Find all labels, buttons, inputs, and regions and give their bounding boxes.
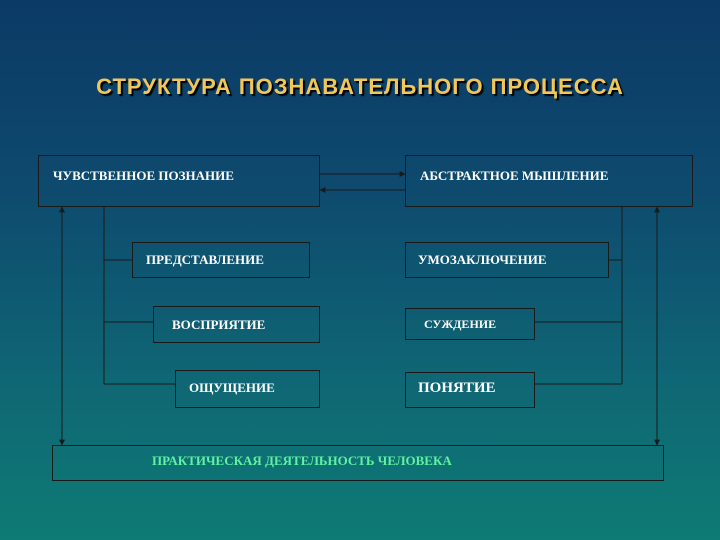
- judgment-box: [405, 308, 535, 340]
- slide-title: СТРУКТУРА ПОЗНАВАТЕЛЬНОГО ПРОЦЕССА: [96, 74, 624, 99]
- concept-label: ПОНЯТИЕ: [418, 380, 496, 396]
- inference-label: УМОЗАКЛЮЧЕНИЕ: [418, 252, 547, 267]
- sensation-label: ОЩУЩЕНИЕ: [189, 380, 275, 395]
- concept-box: [405, 372, 535, 408]
- practical-activity-box: [52, 445, 664, 481]
- perception-box: [153, 306, 320, 343]
- abstract-thinking-box: [405, 155, 693, 207]
- representation-label: ПРЕДСТАВЛЕНИЕ: [146, 252, 264, 267]
- sensory-cognition-box: [38, 155, 320, 207]
- abstract-thinking-label: АБСТРАКТНОЕ МЫШЛЕНИЕ: [420, 168, 609, 183]
- perception-label: ВОСПРИЯТИЕ: [172, 317, 266, 332]
- practical-activity-label: ПРАКТИЧЕСКАЯ ДЕЯТЕЛЬНОСТЬ ЧЕЛОВЕКА: [152, 453, 452, 468]
- sensory-cognition-label: ЧУВСТВЕННОЕ ПОЗНАНИЕ: [53, 168, 234, 183]
- inference-box: [405, 242, 609, 278]
- judgment-label: СУЖДЕНИЕ: [424, 317, 497, 331]
- sensation-box: [175, 370, 320, 408]
- representation-box: [132, 242, 310, 278]
